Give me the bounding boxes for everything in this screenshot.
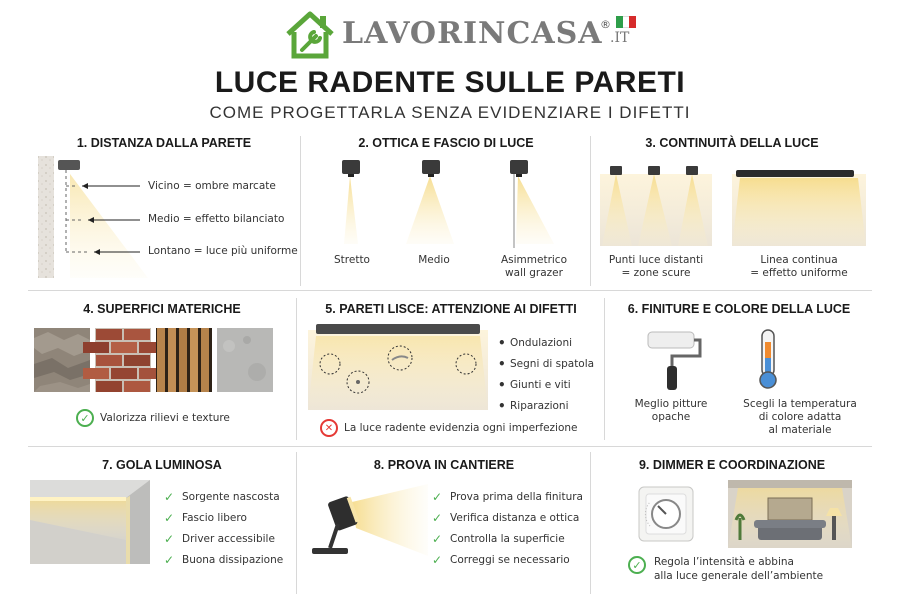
house-wrench-icon — [284, 10, 336, 58]
list-item — [164, 528, 283, 549]
panel-title: 3. CONTINUITÀ DELLA LUCE — [645, 136, 819, 150]
list-item-label: Sorgente nascosta — [182, 490, 280, 503]
distance-label-medium: Medio = effetto bilanciato — [148, 213, 285, 225]
panel-ottica — [302, 136, 590, 286]
divider — [604, 298, 605, 440]
check-icon: ✓ — [76, 409, 94, 427]
panel-title: 4. SUPERFICI MATERICHE — [83, 302, 241, 316]
material-concrete-swatch — [217, 328, 273, 392]
list-item — [432, 486, 583, 507]
panel-title: 1. DISTANZA DALLA PARETE — [76, 136, 252, 150]
living-room-illustration — [728, 480, 852, 548]
check-icon: ✓ — [164, 489, 175, 504]
light-cove-illustration — [30, 480, 150, 564]
divider — [300, 136, 301, 286]
bullet-dot-icon: • — [498, 356, 506, 371]
materials-note: Valorizza rilievi e texture — [100, 412, 230, 424]
check-icon: ✓ — [164, 531, 175, 546]
worklight-illustration — [308, 484, 428, 564]
list-item-label: Driver accessibile — [182, 532, 275, 545]
list-item — [498, 353, 594, 374]
header — [0, 0, 900, 130]
panel-title: 7. GOLA LUMINOSA — [102, 458, 222, 472]
list-item-label: Correggi se necessario — [450, 553, 570, 566]
list-item-label: Segni di spatola — [510, 357, 595, 370]
page-title: LUCE RADENTE SULLE PARETI — [214, 66, 686, 99]
dimmer-note-1: Regola l’intensità e abbina — [654, 556, 794, 568]
list-item — [432, 549, 583, 570]
finish-left-label-1: Meglio pitture — [634, 398, 708, 410]
brand-tld: .IT — [610, 30, 630, 46]
page-subtitle: COME PROGETTARLA SENZA EVIDENZIARE I DIFETTI — [209, 103, 691, 122]
check-icon: ✓ — [164, 552, 175, 567]
list-item-label: Riparazioni — [510, 399, 569, 412]
divider — [28, 446, 872, 447]
finish-right-label-2: di colore adatta — [758, 411, 842, 423]
check-icon: ✓ — [432, 531, 443, 546]
panel-gola — [28, 452, 296, 594]
beam-label-asymmetric: Asimmetrico — [500, 254, 568, 266]
divider — [296, 298, 297, 440]
panel-title: 6. FINITURE E COLORE DELLA LUCE — [627, 302, 851, 316]
brand-logo — [284, 10, 644, 60]
divider — [296, 452, 297, 594]
continuity-left-label-2: = zone scure — [621, 267, 691, 279]
paint-roller-icon — [646, 330, 706, 392]
list-item — [164, 507, 283, 528]
check-icon: ✓ — [164, 510, 175, 525]
material-brick-swatch — [95, 328, 151, 392]
panel-continuita — [592, 136, 872, 286]
continuity-right-label-2: = effetto uniforme — [750, 267, 848, 279]
list-item — [164, 486, 283, 507]
bullet-dot-icon: • — [498, 398, 506, 413]
light-continuity-illustration — [592, 162, 872, 248]
list-item — [164, 549, 283, 570]
list-item-label: Verifica distanza e ottica — [450, 511, 580, 524]
site-test-list — [432, 486, 583, 570]
continuity-right-label-1: Linea continua — [760, 254, 838, 266]
beam-optics-illustration — [302, 158, 590, 248]
panel-title: 9. DIMMER E COORDINAZIONE — [638, 458, 826, 472]
panel-dimmer — [592, 452, 872, 594]
list-item — [432, 507, 583, 528]
panel-title: 2. OTTICA E FASCIO DI LUCE — [358, 136, 534, 150]
list-item — [432, 528, 583, 549]
list-item-label: Ondulazioni — [510, 336, 573, 349]
panel-title: 8. PROVA IN CANTIERE — [373, 458, 515, 472]
divider — [28, 290, 872, 291]
brand-name: LAVORINCASA — [342, 16, 603, 51]
panel-distanza — [28, 136, 300, 286]
finish-right-label-3: al materiale — [768, 424, 832, 436]
panel-superfici — [28, 298, 296, 440]
distance-label-near: Vicino = ombre marcate — [148, 180, 276, 192]
dimmer-note-2: alla luce generale dell’ambiente — [654, 570, 824, 582]
list-item-label: Buona dissipazione — [182, 553, 284, 566]
panel-prova — [298, 452, 590, 594]
panel-title: 5. PARETI LISCE: ATTENZIONE AI DIFETTI — [325, 302, 577, 316]
check-icon: ✓ — [628, 556, 646, 574]
finish-left-label-2: opache — [651, 411, 691, 423]
material-stone-swatch — [34, 328, 90, 392]
divider — [590, 452, 591, 594]
finish-right-label-1: Scegli la temperatura — [743, 398, 857, 410]
continuity-left-label-1: Punti luce distanti — [608, 254, 704, 266]
list-item-label: Prova prima della finitura — [450, 490, 583, 503]
check-icon: ✓ — [432, 510, 443, 525]
check-icon: ✓ — [432, 489, 443, 504]
panel-finiture — [606, 298, 872, 440]
cross-icon: ✕ — [320, 419, 338, 437]
material-wood-slats-swatch — [156, 328, 212, 392]
cove-features-list — [164, 486, 283, 570]
smooth-wall-defects-illustration — [308, 324, 488, 410]
defects-warning: La luce radente evidenzia ogni imperfezione — [344, 422, 578, 434]
thermometer-icon — [756, 328, 780, 390]
defects-list — [498, 332, 594, 416]
list-item — [498, 332, 594, 353]
list-item-label: Giunti e viti — [510, 378, 571, 391]
bullet-dot-icon: • — [498, 377, 506, 392]
list-item — [498, 395, 594, 416]
beam-label-medium: Medio — [418, 254, 450, 266]
list-item-label: Fascio libero — [182, 511, 247, 524]
check-icon: ✓ — [432, 552, 443, 567]
dimmer-switch-icon — [638, 486, 694, 542]
bullet-dot-icon: • — [498, 335, 506, 350]
brand-registered: ® — [600, 18, 611, 31]
list-item-label: Controlla la superficie — [450, 532, 565, 545]
panel-pareti-lisce — [298, 298, 604, 440]
divider — [590, 136, 591, 286]
list-item — [498, 374, 594, 395]
distance-label-far: Lontano = luce più uniforme — [148, 245, 298, 257]
italy-flag-icon — [616, 16, 636, 28]
beam-label-wall-grazer: wall grazer — [505, 267, 563, 279]
beam-label-narrow: Stretto — [334, 254, 370, 266]
